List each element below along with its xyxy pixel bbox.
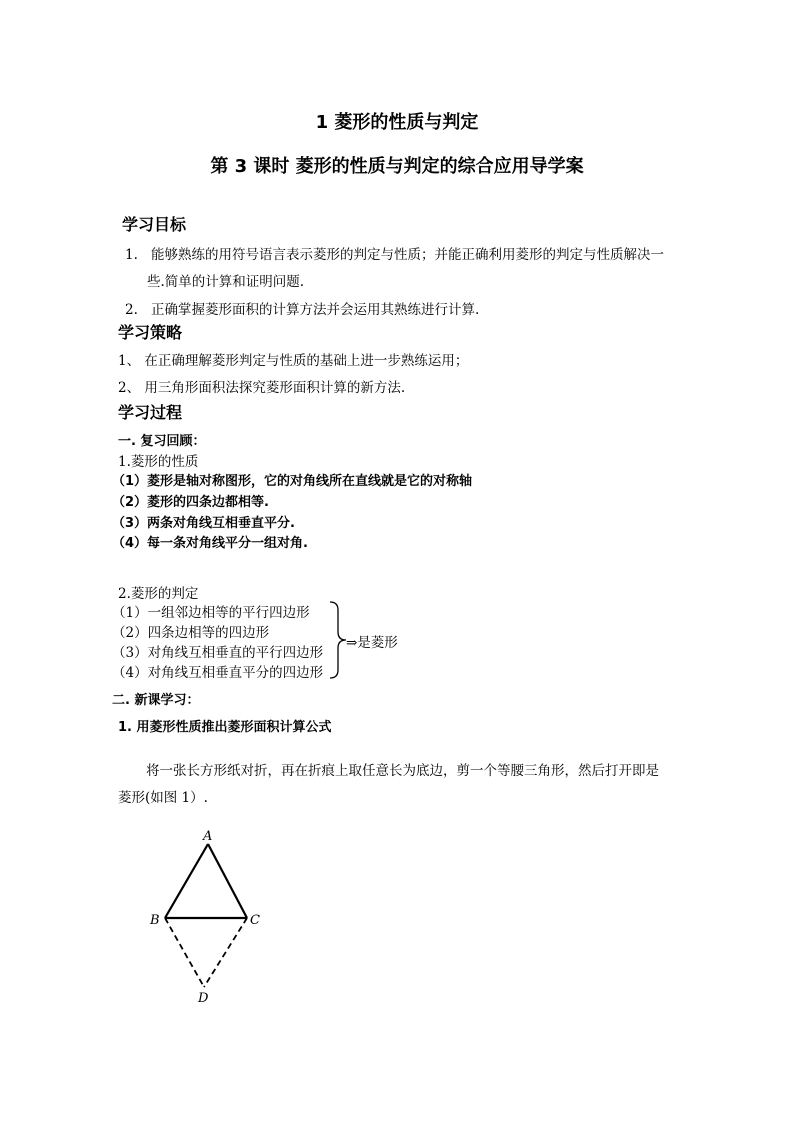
new-lesson-subheading: 1. 用菱形性质推出菱形面积计算公式 bbox=[118, 720, 332, 735]
rhombus-figure bbox=[140, 822, 280, 1012]
strategy-item-2: 2、 用三角形面积法探究菱形面积计算的新方法. bbox=[118, 380, 406, 396]
property-item-2: （2）菱形的四条边都相等. bbox=[112, 495, 269, 510]
strategy-item-1: 1、 在正确理解菱形判定与性质的基础上进一步熟练运用； bbox=[118, 353, 469, 369]
vertex-label-c: C bbox=[250, 913, 260, 928]
page-subtitle: 第 3 课时 菱形的性质与判定的综合应用导学案 bbox=[210, 156, 584, 177]
vertex-label-a: A bbox=[203, 829, 213, 844]
goal-item-2-text: 正确掌握菱形面积的计算方法并会运用其熟练进行计算. bbox=[151, 302, 480, 318]
goal-item-1-text: 能够熟练的用符号语言表示菱形的判定与性质；并能正确利用菱形的判定与性质解决一 bbox=[151, 247, 664, 263]
goal-item-1-cont: 些.简单的计算和证明问题. bbox=[147, 274, 305, 290]
vertex-label-d: D bbox=[198, 991, 209, 1006]
process-heading: 学习过程 bbox=[118, 403, 183, 422]
criteria-item-4: （4）对角线互相垂直平分的四边形 bbox=[112, 665, 324, 681]
property-item-1: （1）菱形是轴对称图形，它的对角线所在直线就是它的对称轴 bbox=[112, 474, 473, 489]
criteria-item-1: （1）一组邻边相等的平行四边形 bbox=[112, 605, 310, 621]
review-heading: 一. 复习回顾： bbox=[118, 434, 206, 449]
goal-item-2-num: 2. bbox=[125, 302, 138, 318]
paragraph-line-1: 将一张长方形纸对折，再在折痕上取任意长为底边，剪一个等腰三角形，然后打开即是 bbox=[146, 763, 659, 779]
criteria-heading: 2.菱形的判定 bbox=[118, 586, 199, 602]
strategy-heading: 学习策略 bbox=[118, 323, 183, 342]
criteria-conclusion: ⇒是菱形 bbox=[346, 635, 398, 651]
goal-item-2 bbox=[125, 298, 479, 318]
goal-item-1-num: 1. bbox=[125, 247, 138, 263]
vertex-label-b: B bbox=[150, 913, 160, 928]
properties-heading: 1.菱形的性质 bbox=[118, 454, 199, 470]
page-title: 1 菱形的性质与判定 bbox=[315, 112, 479, 133]
paragraph-line-2: 菱形(如图 1）. bbox=[118, 790, 208, 806]
new-lesson-heading: 二. 新课学习： bbox=[112, 693, 200, 708]
triangle-solid-edges bbox=[165, 844, 247, 918]
property-item-4: （4）每一条对角线平分一组对角. bbox=[112, 536, 308, 551]
goal-item-1 bbox=[125, 243, 664, 263]
criteria-item-2: （2）四条边相等的四边形 bbox=[112, 625, 270, 641]
property-item-3: （3）两条对角线互相垂直平分. bbox=[112, 516, 295, 531]
goals-heading: 学习目标 bbox=[122, 215, 187, 234]
triangle-dashed-edges bbox=[165, 918, 247, 987]
criteria-item-3: （3）对角线互相垂直的平行四边形 bbox=[112, 645, 324, 661]
